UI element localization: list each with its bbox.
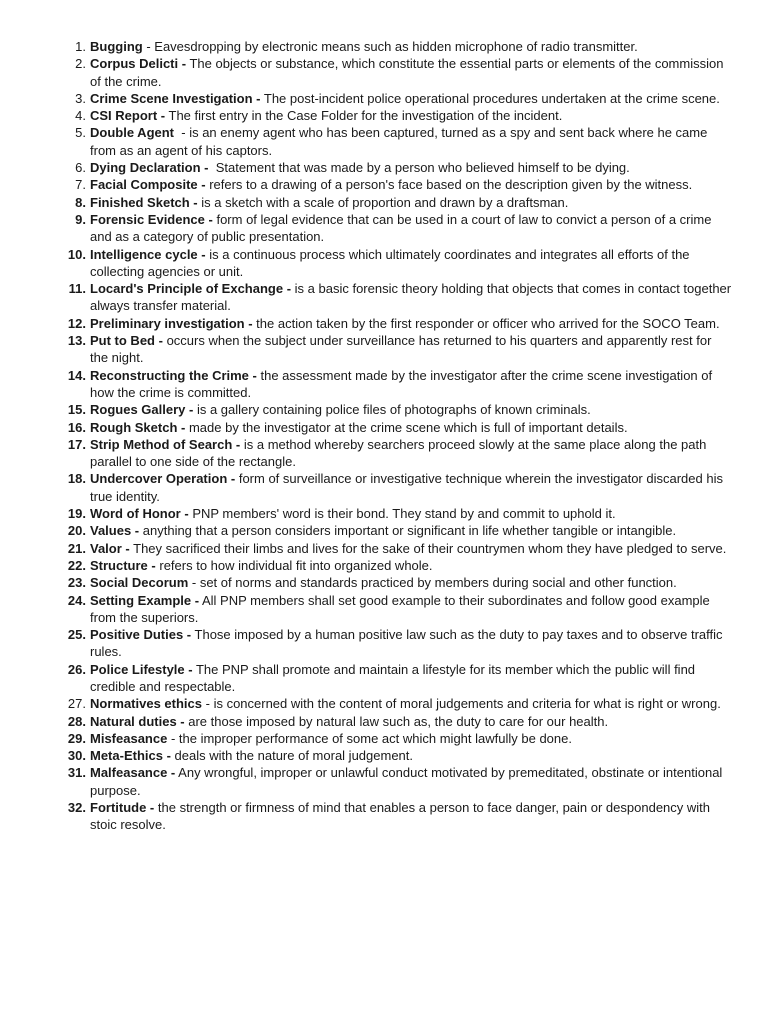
entry-term: Natural duties - (90, 713, 185, 729)
entry-definition: set of norms and standards practiced by members during social and other function. (199, 575, 677, 591)
entry-number: 25. (67, 627, 86, 643)
entry-definition: is a method whereby searchers proceed slowly at the same place along the path parallel to one side of the rectangle. (90, 436, 707, 470)
entry-term: Police Lifestyle - (90, 661, 193, 677)
entry-number: 27. (67, 696, 86, 712)
entry-definition: the strength or firmness of mind that enables a person to face danger, pain or despondency with stoic resolve. (90, 800, 711, 833)
glossary-entry (52, 626, 732, 661)
glossary-entry (52, 540, 732, 557)
entry-separator: - (202, 696, 214, 712)
entry-term: Valor - (90, 540, 130, 556)
entry-number: 24. (67, 592, 86, 608)
glossary-entry (52, 505, 732, 522)
entry-number: 20. (67, 523, 86, 539)
entry-number: 9. (75, 211, 86, 227)
glossary-entry (52, 194, 732, 211)
entry-definition: refers to a drawing of a person's face based on the description given by the witness. (209, 177, 693, 193)
glossary-entry (52, 799, 732, 834)
glossary-entry (52, 332, 732, 367)
entry-definition: the action taken by the first responder or officer who arrived for the SOCO Team. (256, 315, 720, 331)
entry-separator: - (142, 39, 155, 54)
glossary-entry (52, 38, 732, 55)
entry-number: 5. (75, 125, 86, 141)
entry-definition: PNP members' word is their bond. They stand by and commit to uphold it. (192, 506, 616, 522)
entry-number: 30. (67, 748, 86, 764)
glossary-entry (52, 592, 732, 627)
entry-number: 13. (67, 333, 86, 349)
entry-definition: occurs when the subject under surveillance has returned to his quarters and apparently rest for the night. (90, 333, 712, 366)
entry-number: 12. (67, 315, 86, 331)
glossary-entry (52, 419, 732, 436)
entry-definition: is an enemy agent who has been captured, turned as a spy and sent back where he came from as an agent of his captors. (90, 125, 708, 158)
glossary-entry (52, 246, 732, 281)
entry-term: Double Agent (90, 125, 175, 141)
entry-definition: The first entry in the Case Folder for the investigation of the incident. (168, 108, 563, 124)
entry-term: Locard's Principle of Exchange - (90, 281, 292, 297)
entry-definition: The objects or substance, which constitute the essential parts or elements of the commission of the crime. (90, 56, 724, 89)
entry-definition: is a continuous process which ultimately coordinates and integrates all efforts of the collecting agencies or unit. (90, 246, 690, 279)
glossary-entry (52, 401, 732, 418)
entry-term: CSI Report - (90, 108, 166, 124)
entry-number: 32. (67, 800, 86, 816)
entry-term: Preliminary investigation - (90, 315, 253, 331)
entry-term: Setting Example - (90, 592, 200, 608)
entry-number: 28. (67, 713, 86, 729)
entry-number: 7. (75, 177, 86, 193)
glossary-entry (52, 90, 732, 107)
entry-term: Finished Sketch - (90, 194, 198, 210)
entry-separator: - (167, 730, 179, 746)
entry-separator: - (174, 125, 190, 141)
entry-number: 23. (67, 575, 86, 591)
entry-definition: made by the investigator at the crime scene which is full of important details. (188, 419, 628, 435)
entry-number: 4. (75, 108, 86, 124)
entry-term: Rough Sketch - (90, 419, 186, 435)
glossary-entry (52, 315, 732, 332)
entry-number: 17. (67, 436, 86, 452)
entry-definition: form of legal evidence that can be used in a court of law to convict a person of a crime and as a category of public presentation. (90, 211, 712, 245)
entry-term: Structure - (90, 557, 156, 573)
glossary-entry (52, 280, 732, 315)
entry-number: 26. (67, 661, 86, 677)
entry-number: 19. (67, 506, 86, 522)
entry-separator: - (188, 575, 200, 591)
entry-definition: is concerned with the content of moral judgements and criteria for what is right or wrong. (213, 696, 721, 712)
entry-number: 10. (67, 246, 86, 262)
glossary-entry (52, 713, 732, 730)
glossary-entry (52, 747, 732, 764)
glossary-entry (52, 55, 732, 90)
entry-term: Crime Scene Investigation - (90, 90, 261, 106)
glossary-entry (52, 574, 732, 591)
glossary-entry (52, 211, 732, 246)
entry-number: 2. (75, 56, 86, 72)
entry-term: Forensic Evidence - (90, 211, 213, 227)
glossary-entry (52, 695, 732, 712)
glossary-entry (52, 176, 732, 193)
entry-definition: Those imposed by a human positive law such as the duty to pay taxes and to observe traffic rules. (90, 627, 723, 660)
entry-term: Fortitude - (90, 800, 155, 816)
entry-term: Misfeasance (90, 730, 168, 746)
entry-number: 1. (75, 39, 86, 54)
entry-definition: form of surveillance or investigative technique wherein the investigator discarded his true identity. (90, 471, 723, 504)
entry-definition: All PNP members shall set good example to their subordinates and follow good example from the superiors. (90, 592, 710, 625)
entry-term: Strip Method of Search - (90, 436, 241, 452)
entry-term: Dying Declaration - (90, 160, 209, 176)
entry-definition: deals with the nature of moral judgement. (174, 748, 413, 764)
entry-term: Values - (90, 523, 140, 539)
entry-number: 14. (67, 367, 86, 383)
entry-definition: Statement that was made by a person who believed himself to be dying. (215, 160, 630, 176)
glossary-entry (52, 557, 732, 574)
entry-number: 16. (67, 419, 86, 435)
entry-definition: is a sketch with a scale of proportion and drawn by a draftsman. (201, 194, 569, 210)
entry-term: Word of Honor - (90, 506, 189, 522)
entry-number: 21. (67, 540, 86, 556)
glossary-entry (52, 124, 732, 159)
entry-number: 11. (68, 281, 86, 297)
glossary-entry (52, 436, 732, 471)
entry-definition: is a gallery containing police files of photographs of known criminals. (196, 402, 591, 418)
glossary-entry (52, 522, 732, 539)
entry-number: 15. (67, 402, 86, 418)
entry-term: Facial Composite - (90, 177, 206, 193)
entry-term: Intelligence cycle - (90, 246, 206, 262)
glossary-list (52, 38, 732, 834)
entry-term: Malfeasance - (90, 765, 176, 781)
entry-term: Undercover Operation - (90, 471, 236, 487)
entry-number: 3. (75, 90, 86, 106)
entry-term: Bugging (90, 39, 143, 54)
glossary-entry (52, 107, 732, 124)
glossary-entry (52, 159, 732, 176)
entry-definition: Eavesdropping by electronic means such as hidden microphone of radio transmitter. (154, 39, 638, 54)
entry-term: Normatives ethics (90, 696, 202, 712)
entry-definition: The PNP shall promote and maintain a lifestyle for its member which the public will find credible and respectable. (90, 661, 696, 694)
entry-definition: The post-incident police operational procedures undertaken at the crime scene. (263, 90, 720, 106)
entry-term: Reconstructing the Crime - (90, 367, 257, 383)
entry-separator (208, 160, 215, 175)
entry-term: Put to Bed - (90, 333, 163, 349)
entry-number: 6. (75, 160, 86, 176)
entry-definition: the assessment made by the investigator after the crime scene investigation of how the crime is committed. (90, 367, 713, 400)
entry-term: Positive Duties - (90, 627, 192, 643)
entry-number: 22. (67, 557, 86, 573)
glossary-entry (52, 367, 732, 402)
entry-definition: anything that a person considers important or significant in life whether tangible or intangible. (142, 523, 677, 539)
entry-term: Rogues Gallery - (90, 402, 194, 418)
entry-number: 31. (67, 765, 86, 781)
glossary-entry (52, 470, 732, 505)
entry-term: Social Decorum (90, 575, 189, 591)
glossary-entry (52, 661, 732, 696)
entry-definition: are those imposed by natural law such as, the duty to care for our health. (188, 713, 609, 729)
entry-definition: Any wrongful, improper or unlawful conduct motivated by premeditated, obstinate or intentional purpose. (90, 765, 723, 798)
glossary-entry (52, 730, 732, 747)
entry-term: Corpus Delicti - (90, 56, 187, 72)
entry-number: 29. (67, 730, 86, 746)
entry-number: 18. (67, 471, 86, 487)
entry-definition: refers to how individual fit into organized whole. (159, 557, 433, 573)
entry-term: Meta-Ethics - (90, 748, 171, 764)
entry-number: 8. (75, 194, 86, 210)
entry-definition: They sacrificed their limbs and lives for the sake of their countrymen whom they have pledged to serve. (133, 540, 727, 556)
entry-definition: is a basic forensic theory holding that objects that comes in contact together always transfer material. (90, 281, 732, 314)
glossary-entry (52, 764, 732, 799)
entry-definition: the improper performance of some act which might lawfully be done. (178, 730, 572, 746)
